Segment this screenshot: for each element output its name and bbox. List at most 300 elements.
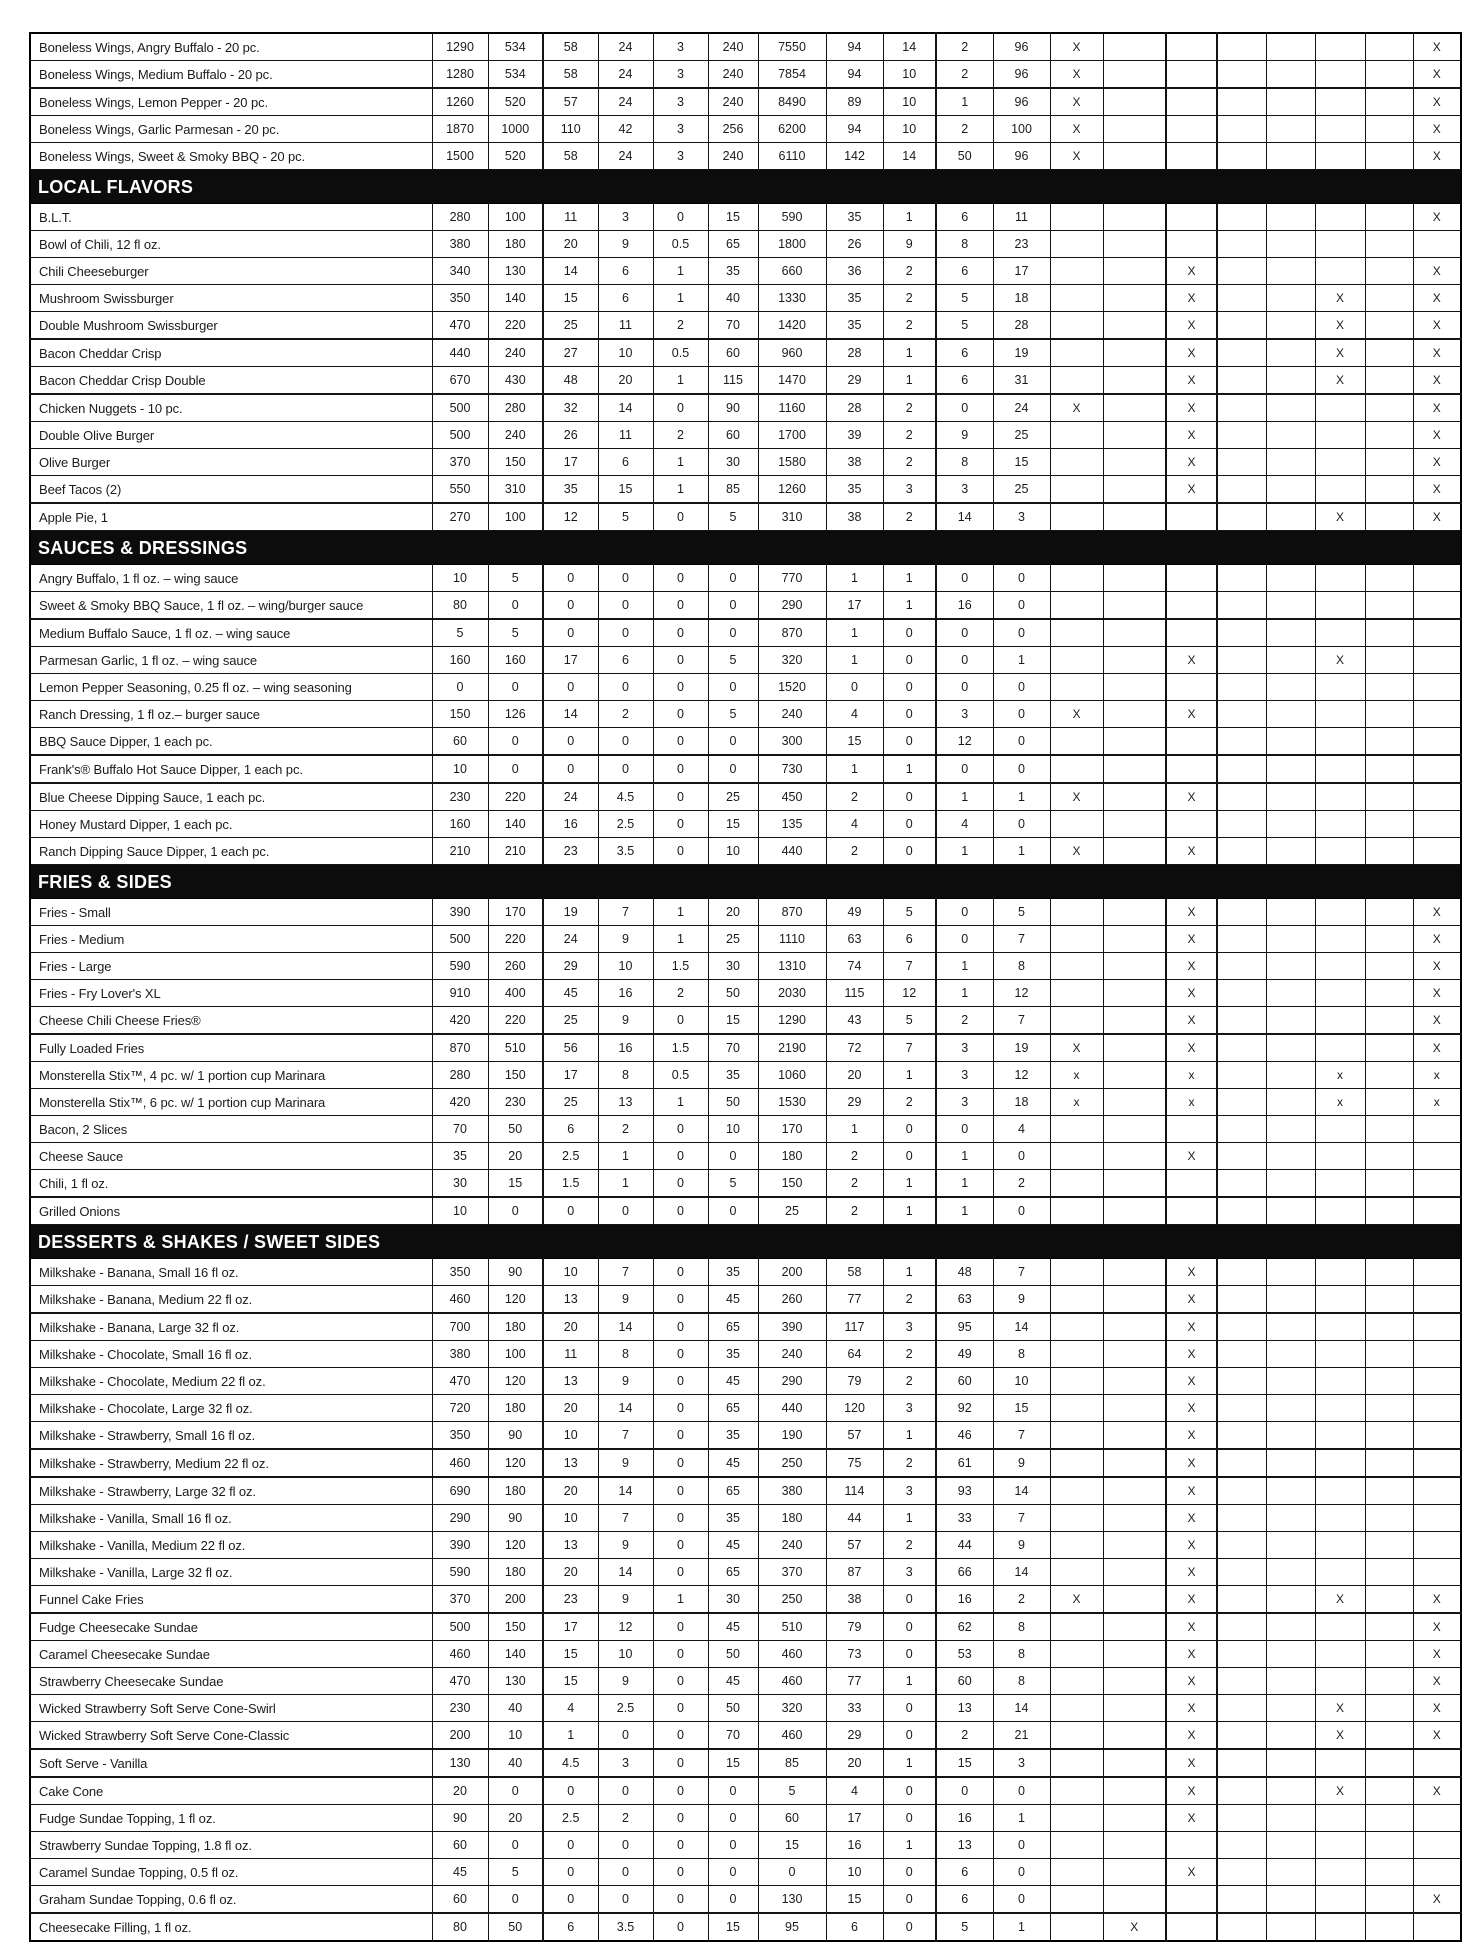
nutrition-value: 0 [993, 1886, 1050, 1914]
table-row [30, 1586, 1461, 1614]
allergen-mark [1365, 899, 1413, 926]
allergen-mark: X [1166, 899, 1217, 926]
allergen-mark [1266, 1116, 1315, 1143]
allergen-mark [1266, 1749, 1315, 1777]
allergen-mark [1365, 755, 1413, 783]
allergen-mark [1365, 422, 1413, 449]
nutrition-value: 85 [708, 476, 758, 504]
nutrition-value: 3 [936, 1089, 993, 1116]
nutrition-value: 29 [543, 953, 598, 980]
allergen-mark [1103, 1777, 1166, 1805]
item-name: Double Mushroom Swissburger [30, 312, 432, 340]
nutrition-value: 14 [598, 1477, 653, 1505]
allergen-mark [1413, 1805, 1461, 1832]
allergen-mark [1266, 1259, 1315, 1286]
allergen-mark [1050, 503, 1103, 531]
allergen-mark [1103, 1259, 1166, 1286]
nutrition-value: 10 [883, 88, 936, 116]
table-row [30, 33, 1461, 61]
nutrition-value: 140 [488, 1641, 543, 1668]
nutrition-value: 160 [432, 811, 488, 838]
table-row [30, 1170, 1461, 1198]
nutrition-value: 24 [543, 926, 598, 953]
allergen-mark [1315, 33, 1365, 61]
nutrition-value: 150 [488, 1613, 543, 1641]
nutrition-value: 6 [936, 339, 993, 367]
allergen-mark [1050, 231, 1103, 258]
allergen-mark [1413, 565, 1461, 592]
nutrition-value: 48 [936, 1259, 993, 1286]
nutrition-value: 0 [936, 619, 993, 647]
allergen-mark [1103, 1422, 1166, 1450]
nutrition-value: 50 [936, 143, 993, 170]
nutrition-value: 0 [883, 1143, 936, 1170]
nutrition-value: 15 [708, 1913, 758, 1941]
table-row [30, 926, 1461, 953]
nutrition-value: 19 [993, 1034, 1050, 1062]
allergen-mark [1266, 953, 1315, 980]
item-name: Mushroom Swissburger [30, 285, 432, 312]
nutrition-value: 5 [883, 1007, 936, 1035]
nutrition-value: 0 [708, 592, 758, 620]
nutrition-value: 61 [936, 1449, 993, 1477]
allergen-mark: X [1413, 899, 1461, 926]
allergen-mark [1050, 1313, 1103, 1341]
nutrition-value: 80 [432, 592, 488, 620]
nutrition-value: 12 [993, 980, 1050, 1007]
nutrition-value: 25 [708, 926, 758, 953]
nutrition-value: 0 [653, 565, 708, 592]
allergen-mark [1103, 1695, 1166, 1722]
nutrition-value: 50 [488, 1116, 543, 1143]
allergen-mark [1217, 1259, 1266, 1286]
item-name: Milkshake - Banana, Large 32 fl oz. [30, 1313, 432, 1341]
nutrition-value: 0 [488, 755, 543, 783]
allergen-mark: X [1166, 1505, 1217, 1532]
nutrition-value: 0 [993, 811, 1050, 838]
section-header-row [30, 170, 1461, 204]
allergen-mark: X [1413, 1586, 1461, 1614]
allergen-mark [1103, 1668, 1166, 1695]
nutrition-value: 1 [936, 1170, 993, 1198]
nutrition-value: 7 [993, 926, 1050, 953]
allergen-mark [1050, 674, 1103, 701]
nutrition-value: 75 [826, 1449, 883, 1477]
allergen-mark [1103, 811, 1166, 838]
nutrition-value: 0 [653, 1197, 708, 1225]
nutrition-value: 15 [543, 1668, 598, 1695]
nutrition-value: 57 [826, 1422, 883, 1450]
allergen-mark [1315, 1859, 1365, 1886]
nutrition-value: 1580 [758, 449, 826, 476]
nutrition-value: 45 [432, 1859, 488, 1886]
nutrition-value: 0 [432, 674, 488, 701]
nutrition-value: 9 [993, 1532, 1050, 1559]
nutrition-value: 240 [708, 61, 758, 89]
allergen-mark [1103, 1859, 1166, 1886]
nutrition-value: 80 [432, 1913, 488, 1941]
nutrition-value: 14 [993, 1559, 1050, 1586]
nutrition-value: 10 [883, 116, 936, 143]
allergen-mark [1266, 1170, 1315, 1198]
nutrition-value: 6200 [758, 116, 826, 143]
allergen-mark: X [1413, 1034, 1461, 1062]
allergen-mark [1217, 88, 1266, 116]
item-name: Fries - Small [30, 899, 432, 926]
allergen-mark: X [1050, 88, 1103, 116]
allergen-mark [1103, 394, 1166, 422]
nutrition-value: 0 [653, 204, 708, 231]
nutrition-value: 38 [826, 449, 883, 476]
nutrition-value: 60 [432, 1886, 488, 1914]
nutrition-value: 150 [758, 1170, 826, 1198]
nutrition-value: 350 [432, 1422, 488, 1450]
nutrition-value: 35 [708, 1341, 758, 1368]
allergen-mark [1050, 1197, 1103, 1225]
item-name: Boneless Wings, Sweet & Smoky BBQ - 20 pc. [30, 143, 432, 170]
allergen-mark [1217, 1197, 1266, 1225]
allergen-mark [1266, 1641, 1315, 1668]
allergen-mark: X [1413, 394, 1461, 422]
nutrition-value: 4 [543, 1695, 598, 1722]
allergen-mark [1315, 1341, 1365, 1368]
allergen-mark: X [1166, 1007, 1217, 1035]
nutrition-value: 320 [758, 647, 826, 674]
nutrition-value: 0 [653, 1532, 708, 1559]
nutrition-value: 31 [993, 367, 1050, 395]
allergen-mark [1217, 1886, 1266, 1914]
nutrition-value: 2030 [758, 980, 826, 1007]
allergen-mark [1166, 116, 1217, 143]
nutrition-value: 14 [993, 1477, 1050, 1505]
nutrition-value: 38 [826, 1586, 883, 1614]
nutrition-value: 0 [883, 1859, 936, 1886]
allergen-mark [1217, 339, 1266, 367]
nutrition-value: 74 [826, 953, 883, 980]
allergen-mark [1217, 619, 1266, 647]
nutrition-value: 290 [758, 592, 826, 620]
nutrition-value: 0 [598, 755, 653, 783]
nutrition-value: 0 [883, 728, 936, 756]
nutrition-value: 1 [993, 1913, 1050, 1941]
nutrition-value: 0 [883, 811, 936, 838]
nutrition-value: 0 [653, 1143, 708, 1170]
allergen-mark: X [1166, 647, 1217, 674]
allergen-mark: X [1166, 1722, 1217, 1750]
allergen-mark: X [1166, 980, 1217, 1007]
nutrition-value: 13 [543, 1368, 598, 1395]
nutrition-value: 58 [543, 33, 598, 61]
allergen-mark [1315, 231, 1365, 258]
allergen-mark [1365, 674, 1413, 701]
nutrition-value: 15 [708, 1749, 758, 1777]
allergen-mark: X [1050, 1586, 1103, 1614]
nutrition-value: 24 [598, 88, 653, 116]
table-row [30, 88, 1461, 116]
nutrition-value: 2 [883, 1341, 936, 1368]
nutrition-value: 0 [653, 1313, 708, 1341]
table-row [30, 1613, 1461, 1641]
allergen-mark [1103, 367, 1166, 395]
nutrition-value: 1 [826, 565, 883, 592]
allergen-mark [1103, 339, 1166, 367]
item-name: Angry Buffalo, 1 fl oz. – wing sauce [30, 565, 432, 592]
allergen-mark [1050, 728, 1103, 756]
allergen-mark [1266, 728, 1315, 756]
nutrition-value: 2 [936, 1722, 993, 1750]
nutrition-value: 0 [543, 1197, 598, 1225]
nutrition-value: 0 [758, 1859, 826, 1886]
allergen-mark [1365, 1449, 1413, 1477]
nutrition-value: 170 [758, 1116, 826, 1143]
nutrition-value: 0 [653, 755, 708, 783]
nutrition-value: 7 [993, 1259, 1050, 1286]
nutrition-value: 14 [543, 701, 598, 728]
nutrition-value: 0 [543, 1886, 598, 1914]
allergen-mark: X [1050, 838, 1103, 865]
nutrition-value: 28 [826, 339, 883, 367]
allergen-mark [1413, 1749, 1461, 1777]
nutrition-value: 14 [598, 1313, 653, 1341]
allergen-mark [1166, 755, 1217, 783]
nutrition-value: 93 [936, 1477, 993, 1505]
allergen-mark [1413, 1422, 1461, 1450]
allergen-mark [1103, 1832, 1166, 1859]
allergen-mark: X [1413, 926, 1461, 953]
nutrition-value: 48 [543, 367, 598, 395]
allergen-mark [1266, 1422, 1315, 1450]
nutrition-value: 15 [543, 1641, 598, 1668]
nutrition-value: 29 [826, 367, 883, 395]
nutrition-value: 460 [432, 1286, 488, 1314]
allergen-mark: X [1050, 116, 1103, 143]
nutrition-value: 0 [883, 701, 936, 728]
nutrition-value: 4.5 [598, 783, 653, 811]
nutrition-value: 390 [432, 899, 488, 926]
nutrition-value: 1060 [758, 1062, 826, 1089]
nutrition-value: 240 [708, 33, 758, 61]
allergen-mark [1217, 1116, 1266, 1143]
nutrition-value: 12 [936, 728, 993, 756]
allergen-mark [1266, 61, 1315, 89]
nutrition-value: 130 [432, 1749, 488, 1777]
nutrition-value: 45 [708, 1668, 758, 1695]
nutrition-value: 0 [883, 1886, 936, 1914]
allergen-mark [1315, 899, 1365, 926]
nutrition-value: 35 [708, 1422, 758, 1450]
allergen-mark [1315, 783, 1365, 811]
nutrition-value: 9 [598, 1286, 653, 1314]
allergen-mark [1103, 258, 1166, 285]
allergen-mark: X [1166, 1532, 1217, 1559]
allergen-mark [1166, 1197, 1217, 1225]
item-name: Apple Pie, 1 [30, 503, 432, 531]
allergen-mark [1365, 926, 1413, 953]
table-row [30, 1116, 1461, 1143]
nutrition-value: 0 [488, 1197, 543, 1225]
section-header: LOCAL FLAVORS [30, 170, 1461, 204]
nutrition-value: 2 [883, 449, 936, 476]
nutrition-value: 11 [598, 312, 653, 340]
allergen-mark [1365, 1777, 1413, 1805]
nutrition-value: 1290 [758, 1007, 826, 1035]
allergen-mark [1217, 1395, 1266, 1422]
allergen-mark [1217, 1143, 1266, 1170]
allergen-mark [1266, 476, 1315, 504]
allergen-mark [1413, 1449, 1461, 1477]
nutrition-value: 550 [432, 476, 488, 504]
nutrition-value: 200 [758, 1259, 826, 1286]
allergen-mark [1315, 1197, 1365, 1225]
allergen-mark [1365, 1805, 1413, 1832]
allergen-mark: X [1315, 1695, 1365, 1722]
allergen-mark [1365, 811, 1413, 838]
item-name: Milkshake - Vanilla, Small 16 fl oz. [30, 1505, 432, 1532]
nutrition-value: 14 [543, 258, 598, 285]
nutrition-value: 2 [883, 503, 936, 531]
nutrition-value: 300 [758, 728, 826, 756]
nutrition-value: 35 [826, 204, 883, 231]
nutrition-value: 7 [598, 1259, 653, 1286]
nutrition-value: 10 [432, 565, 488, 592]
nutrition-value: 3 [936, 701, 993, 728]
allergen-mark [1103, 1368, 1166, 1395]
nutrition-value: 0 [488, 1832, 543, 1859]
table-row [30, 143, 1461, 170]
nutrition-value: 25 [543, 1007, 598, 1035]
allergen-mark [1103, 755, 1166, 783]
allergen-mark [1365, 838, 1413, 865]
nutrition-value: 1 [936, 1197, 993, 1225]
nutrition-value: 10 [543, 1505, 598, 1532]
nutrition-value: 20 [543, 1395, 598, 1422]
allergen-mark [1050, 565, 1103, 592]
nutrition-value: 910 [432, 980, 488, 1007]
nutrition-value: 240 [488, 422, 543, 449]
allergen-mark [1217, 33, 1266, 61]
nutrition-value: 5 [708, 1170, 758, 1198]
nutrition-value: 2.5 [598, 1695, 653, 1722]
nutrition-value: 1 [993, 647, 1050, 674]
nutrition-value: 180 [488, 1559, 543, 1586]
nutrition-value: 96 [993, 143, 1050, 170]
item-name: Milkshake - Chocolate, Medium 22 fl oz. [30, 1368, 432, 1395]
item-name: Chili, 1 fl oz. [30, 1170, 432, 1198]
nutrition-value: 6 [936, 1886, 993, 1914]
nutrition-value: 370 [758, 1559, 826, 1586]
allergen-mark: X [1166, 1313, 1217, 1341]
nutrition-value: 70 [708, 1722, 758, 1750]
nutrition-value: 7 [993, 1505, 1050, 1532]
nutrition-value: 100 [993, 116, 1050, 143]
allergen-mark [1050, 1341, 1103, 1368]
allergen-mark: X [1413, 143, 1461, 170]
nutrition-value: 520 [488, 143, 543, 170]
allergen-mark [1315, 1449, 1365, 1477]
nutrition-value: 240 [758, 1341, 826, 1368]
allergen-mark [1413, 838, 1461, 865]
nutrition-value: 0 [708, 1777, 758, 1805]
allergen-mark [1050, 811, 1103, 838]
nutrition-value: 4 [993, 1116, 1050, 1143]
allergen-mark: X [1166, 1422, 1217, 1450]
nutrition-value: 0.5 [653, 1062, 708, 1089]
allergen-mark [1413, 811, 1461, 838]
nutrition-value: 380 [432, 231, 488, 258]
nutrition-value: 1 [653, 1089, 708, 1116]
nutrition-value: 180 [758, 1505, 826, 1532]
table-row [30, 728, 1461, 756]
nutrition-value: 7 [883, 953, 936, 980]
nutrition-value: 660 [758, 258, 826, 285]
nutrition-value: 1 [936, 838, 993, 865]
nutrition-value: 2.5 [543, 1805, 598, 1832]
nutrition-value: 5 [488, 619, 543, 647]
nutrition-value: 50 [488, 1913, 543, 1941]
table-row [30, 619, 1461, 647]
item-name: Fully Loaded Fries [30, 1034, 432, 1062]
allergen-mark [1103, 476, 1166, 504]
allergen-mark: X [1166, 1777, 1217, 1805]
nutrition-value: 140 [488, 285, 543, 312]
allergen-mark [1050, 1395, 1103, 1422]
nutrition-value: 96 [993, 33, 1050, 61]
allergen-mark [1315, 1505, 1365, 1532]
nutrition-value: 0 [883, 619, 936, 647]
allergen-mark: X [1166, 476, 1217, 504]
table-row [30, 1777, 1461, 1805]
allergen-mark: X [1413, 980, 1461, 1007]
nutrition-value: 260 [488, 953, 543, 980]
nutrition-value: 0 [936, 394, 993, 422]
nutrition-value: 170 [488, 899, 543, 926]
nutrition-value: 0 [936, 1116, 993, 1143]
allergen-mark [1413, 1116, 1461, 1143]
nutrition-value: 1310 [758, 953, 826, 980]
nutrition-value: 0 [826, 674, 883, 701]
nutrition-value: 13 [543, 1286, 598, 1314]
nutrition-value: 0 [936, 755, 993, 783]
nutrition-value: 20 [543, 1477, 598, 1505]
nutrition-value: 10 [993, 1368, 1050, 1395]
nutrition-value: 3 [883, 1395, 936, 1422]
allergen-mark [1315, 61, 1365, 89]
allergen-mark [1266, 1913, 1315, 1941]
nutrition-value: 12 [598, 1613, 653, 1641]
nutrition-value: 8490 [758, 88, 826, 116]
allergen-mark [1217, 116, 1266, 143]
nutrition-value: 18 [993, 1089, 1050, 1116]
nutrition-value: 180 [488, 1313, 543, 1341]
item-name: Milkshake - Strawberry, Small 16 fl oz. [30, 1422, 432, 1450]
nutrition-value: 24 [598, 33, 653, 61]
nutrition-value: 8 [993, 1613, 1050, 1641]
item-name: Fries - Medium [30, 926, 432, 953]
nutrition-value: 10 [488, 1722, 543, 1750]
allergen-mark: X [1166, 1749, 1217, 1777]
allergen-mark [1365, 476, 1413, 504]
allergen-mark [1166, 728, 1217, 756]
nutrition-value: 58 [826, 1259, 883, 1286]
allergen-mark [1315, 1641, 1365, 1668]
nutrition-value: 3 [883, 476, 936, 504]
item-name: Parmesan Garlic, 1 fl oz. – wing sauce [30, 647, 432, 674]
nutrition-value: 0 [993, 1777, 1050, 1805]
allergen-mark [1365, 728, 1413, 756]
allergen-mark [1365, 1034, 1413, 1062]
allergen-mark [1217, 1034, 1266, 1062]
nutrition-value: 500 [432, 422, 488, 449]
